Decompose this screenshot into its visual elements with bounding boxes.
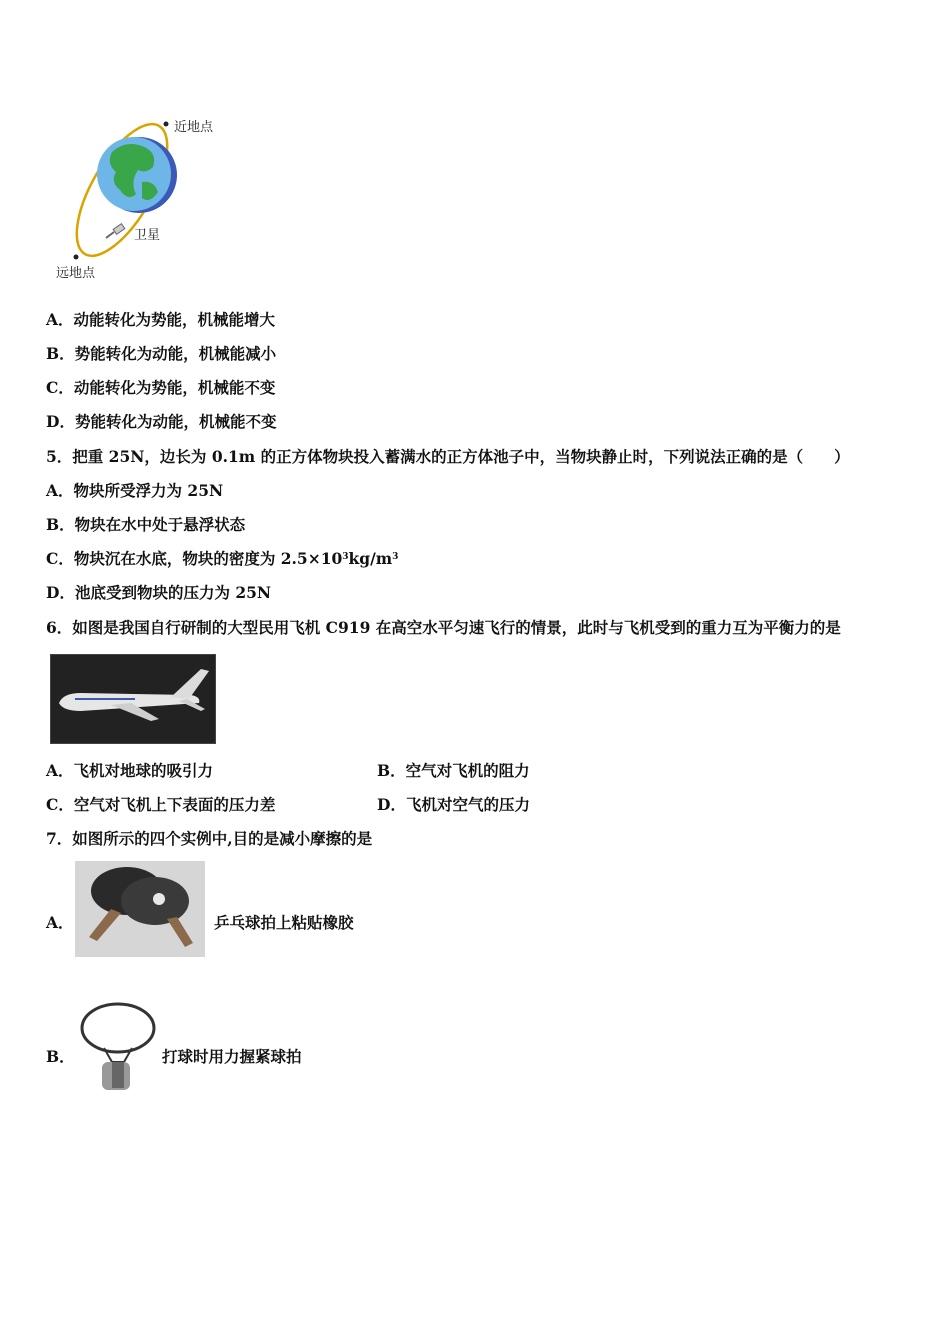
orbit-figure [50, 112, 240, 287]
q5-option-a: A．物块所受浮力为 25N [46, 481, 224, 500]
q6-stem: 6．如图是我国自行研制的大型民用飞机 C919 在高空水平匀速飞行的情景，此时与飞机受到的重力互为平衡力的是 [46, 618, 841, 637]
q4-option-a: A．动能转化为势能，机械能增大 [46, 310, 276, 329]
airplane-photo [50, 654, 216, 744]
airplane-icon [51, 655, 215, 743]
perigee-dot [164, 122, 169, 127]
satellite-label: 卫星 [134, 228, 161, 243]
q7-option-b-key: B． [46, 1047, 75, 1066]
satellite-icon [106, 224, 125, 238]
ping-pong-paddle-image [75, 861, 205, 957]
q6-option-c: C．空气对飞机上下表面的压力差 [46, 795, 276, 814]
q7-stem: 7．如图所示的四个实例中,目的是减小摩擦的是 [46, 829, 373, 848]
q6-option-b: B．空气对飞机的阻力 [377, 761, 530, 780]
q6-option-d: D．飞机对空气的压力 [377, 795, 530, 814]
apogee-label: 远地点 [56, 266, 96, 281]
q6-option-a: A．飞机对地球的吸引力 [46, 761, 214, 780]
q4-option-c: C．动能转化为势能，机械能不变 [46, 378, 276, 397]
q4-option-b: B．势能转化为动能，机械能减小 [46, 344, 277, 363]
q5-option-c: C．物块沉在水底，物块的密度为 $2.5\times 10^3kg/m^3$ [46, 549, 399, 568]
q7-option-a-key: A． [46, 913, 74, 932]
q7-option-b-text: 打球时用力握紧球拍 [162, 1047, 302, 1066]
ping-pong-paddle-icon [75, 861, 205, 957]
q5-option-b: B．物块在水中处于悬浮状态 [46, 515, 246, 534]
tennis-racket-image [78, 1000, 160, 1092]
q7-option-a-text: 乒乓球拍上粘贴橡胶 [214, 913, 354, 932]
q5-option-d: D．池底受到物块的压力为 25N [46, 583, 272, 602]
q5-stem: 5．把重 25N，边长为 0.1m 的正方体物块投入蓄满水的正方体池子中，当物块静止时，下列说法正确的是（ ） [46, 447, 850, 466]
earth-orbit-diagram [50, 112, 240, 287]
q4-option-d: D．势能转化为动能，机械能不变 [46, 412, 277, 431]
apogee-dot [74, 255, 79, 260]
perigee-label: 近地点 [174, 120, 214, 135]
tennis-racket-icon [78, 1000, 160, 1092]
